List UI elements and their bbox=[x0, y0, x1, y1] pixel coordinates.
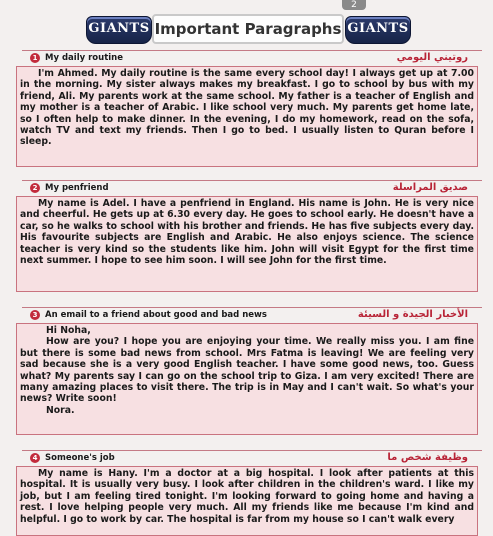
section-title: An email to a friend about good and bad news bbox=[45, 310, 267, 320]
section-4-heading bbox=[22, 450, 482, 465]
section-arabic-title: الأخبار الجيدة و السيئة bbox=[357, 309, 468, 320]
giants-logo-left: GIANTS bbox=[86, 16, 152, 44]
section-title: My penfriend bbox=[45, 183, 109, 193]
section-4-paragraph: My name is Hany. I'm a doctor at a big hospital. I look after patients at this hospital. It is usually very busy. I look after children in the children's ward. I like my job, but I am feeling tired tonight. I'm looking forward to going home and having a rest. I love helping people very much. All my friends like me because I'm kind and helpful. I go to work by car. The hospital is far from my house so I can't walk every bbox=[16, 466, 478, 536]
section-number-badge: 4 bbox=[30, 453, 40, 463]
giants-logo-right: GIANTS bbox=[345, 16, 411, 44]
section-number-badge: 3 bbox=[30, 310, 40, 320]
section-arabic-title: وظيفة شخص ما bbox=[387, 452, 468, 463]
email-greeting: Hi Noha, bbox=[46, 325, 91, 336]
page-title: Important Paragraphs bbox=[152, 14, 344, 44]
section-title: My daily routine bbox=[45, 53, 123, 63]
section-title: Someone's job bbox=[45, 453, 115, 463]
section-1-paragraph: I'm Ahmed. My daily routine is the same every school day! I always get up at 7.00 in the morning. My sister always makes my breakfast. I go to school by bus with my friend, Ali. My parents work at the same school. My father is a teacher of English and my mother is a teacher of Arabic. I like school very much. My parents get home late, so I often help to make dinner. In the evening, I do my homework, read on the sofa, watch TV and text my friends. Then I go to bed. I usually listen to Quran before I sleep. bbox=[16, 66, 478, 167]
section-number-badge: 1 bbox=[30, 53, 40, 63]
section-1-heading bbox=[22, 50, 482, 65]
page-header bbox=[0, 0, 493, 44]
email-body: How are you? I hope you are enjoying your time. We really miss you. I am fine but there is some bad news from school. Mrs Fatma is leaving! We are feeling very sad because she is a very good English teacher. I have some good news, too. Guess what? My parents say I can go on the school trip to Giza. I am very excited! There are many amazing places to visit there. The trip is in May and I can't wait. So what's your news? Write soon! bbox=[20, 336, 474, 405]
section-2-paragraph: My name is Adel. I have a penfriend in England. His name is John. He is very nice and cheerful. He gets up at 6.30 every day. He goes to school early. He doesn't have a car, so he walks to school with his brother and friends. He has five subjects every day. His favourite subjects are English and Arabic. He also enjoys science. The science teacher is very kind so the students like him. John will visit Egypt for the first time next summer. I hope to see him soon. I will see John for the first time. bbox=[16, 196, 478, 292]
section-arabic-title: صديق المراسلة bbox=[392, 182, 468, 193]
section-3-heading bbox=[22, 307, 482, 322]
section-3-paragraph bbox=[16, 323, 478, 435]
page-number-badge: 2 bbox=[342, 0, 366, 10]
section-number-badge: 2 bbox=[30, 183, 40, 193]
section-arabic-title: روتيني اليومي bbox=[396, 52, 468, 63]
section-2-heading bbox=[22, 180, 482, 195]
email-signoff: Nora. bbox=[46, 404, 75, 416]
